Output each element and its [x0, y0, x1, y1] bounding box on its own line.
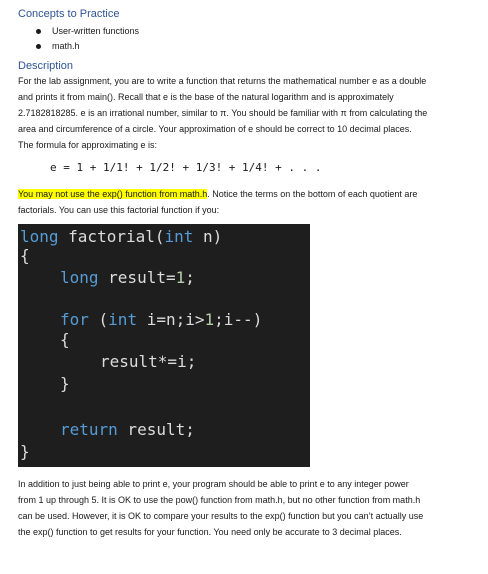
highlighted-restriction: You may not use the exp() function from math.h — [18, 189, 208, 199]
text-line: 2.7182818285. e is an irrational number, similar to π. You should be familiar with π from calculating the — [18, 108, 428, 118]
restriction-paragraph — [18, 186, 474, 218]
text-line: For the lab assignment, you are to write a function that returns the mathematical number e as a double — [18, 76, 427, 86]
text-line: the exp() function to get results for your function. You need only be accurate to 3 decimal places. — [18, 527, 402, 537]
description-paragraph — [18, 73, 474, 137]
code-token: long — [60, 268, 99, 287]
list-item: math.h — [36, 39, 139, 54]
code-token: { — [20, 246, 30, 265]
concepts-list — [36, 24, 139, 54]
code-token: result*=i; — [100, 352, 197, 371]
text-line: and prints it from main(). Recall that e is the base of the natural logarithm and is approximately — [18, 92, 394, 102]
code-token: 1 — [175, 268, 186, 287]
text-line: can be used. However, it is OK to compare your results to the exp() function but you can’t actually use — [18, 511, 424, 521]
code-token: { — [60, 330, 70, 349]
code-token: result; — [117, 420, 195, 439]
text-line: area and circumference of a circle. Your approximation of e should be correct to 10 decimal places. — [18, 124, 412, 134]
code-token: i=n;i> — [137, 310, 205, 329]
code-token: } — [20, 442, 30, 461]
code-token: result= — [98, 268, 176, 287]
list-item: User-written functions — [36, 24, 139, 39]
code-token: for — [60, 310, 89, 329]
code-token: return — [60, 420, 118, 439]
code-token: ;i--) — [214, 310, 263, 329]
code-token: ( — [88, 310, 109, 329]
code-token: int — [108, 310, 138, 329]
code-block — [18, 224, 310, 467]
text-fragment: . Notice the terms on the bottom of each quotient are — [207, 189, 418, 199]
code-token: n) — [193, 227, 223, 246]
text-line: In addition to just being able to print e, your program should be able to print e to any integer power — [18, 479, 409, 489]
code-line — [60, 268, 195, 288]
code-token: ; — [185, 268, 195, 287]
formula-intro: The formula for approximating e is: — [18, 140, 158, 150]
code-token: } — [60, 374, 70, 393]
formula: e = 1 + 1/1! + 1/2! + 1/3! + 1/4! + . . . — [50, 161, 322, 174]
code-token: factorial( — [58, 227, 165, 246]
text-line: from 1 up through 5. It is OK to use the pow() function from math.h, but no other function from math.h — [18, 495, 421, 505]
code-token: 1 — [204, 310, 215, 329]
code-token: int — [164, 227, 194, 246]
code-line — [20, 442, 30, 462]
code-line — [60, 420, 195, 440]
text-line — [18, 186, 474, 202]
closing-paragraph — [18, 476, 474, 540]
code-line — [20, 227, 222, 247]
text-line: factorials. You can use this factorial function if you: — [18, 205, 220, 215]
code-line — [60, 374, 70, 394]
code-line — [100, 352, 196, 372]
code-line — [60, 310, 262, 330]
code-line — [20, 246, 30, 266]
concepts-heading: Concepts to Practice — [18, 8, 120, 20]
code-token: long — [20, 227, 59, 246]
code-line — [60, 330, 70, 350]
description-heading: Description — [18, 60, 74, 72]
